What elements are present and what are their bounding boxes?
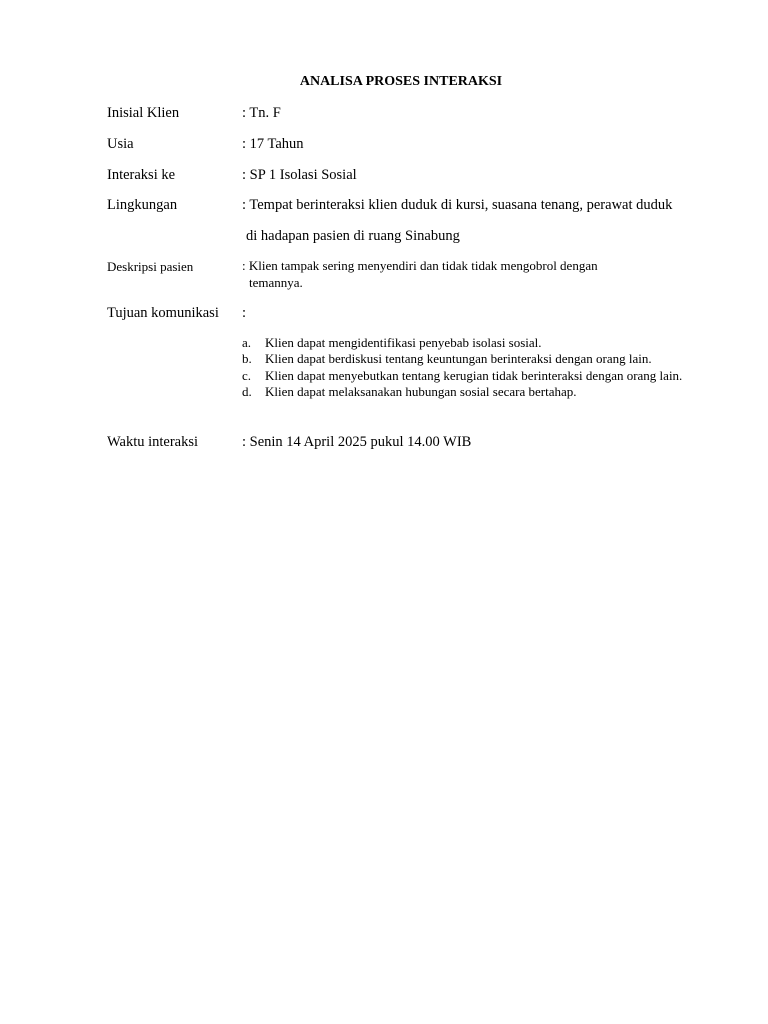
lingkungan-value-line1: : Tempat berinteraksi klien duduk di kursi, suasana tenang, perawat duduk — [242, 197, 673, 213]
interaksi-ke-label: Interaksi ke — [107, 167, 176, 183]
tujuan-komunikasi-label: Tujuan komunikasi — [107, 305, 219, 321]
list-item — [242, 384, 696, 400]
list-item — [242, 351, 696, 367]
deskripsi-pasien-value — [242, 258, 642, 291]
tujuan-list — [242, 335, 696, 400]
tujuan-komunikasi-colon: : — [242, 305, 247, 321]
waktu-interaksi-label: Waktu interaksi — [107, 434, 199, 450]
list-item-text: Klien dapat berdiskusi tentang keuntungan berinteraksi dengan orang lain. — [265, 351, 652, 367]
inisial-klien-label: Inisial Klien — [107, 105, 180, 121]
list-marker: b. — [242, 351, 252, 367]
usia-label: Usia — [107, 136, 134, 152]
lingkungan-label: Lingkungan — [107, 197, 178, 213]
usia-value: : 17 Tahun — [242, 136, 304, 152]
list-item — [242, 368, 696, 384]
deskripsi-pasien-label: Deskripsi pasien — [107, 259, 194, 274]
list-marker: c. — [242, 367, 252, 383]
list-item — [242, 335, 696, 351]
deskripsi-pasien-line1: : Klien tampak sering menyendiri dan tidak tidak mengobrol dengan — [242, 258, 598, 273]
list-item-text: Klien dapat mengidentifikasi penyebab isolasi sosial. — [265, 335, 542, 350]
deskripsi-pasien-line2: temannya. — [249, 274, 303, 290]
page-title: ANALISA PROSES INTERAKSI — [299, 74, 503, 89]
inisial-klien-value: : Tn. F — [242, 105, 281, 121]
list-item-text: Klien dapat menyebutkan tentang kerugian tidak berinteraksi dengan orang lain. — [265, 367, 683, 383]
lingkungan-value-line2: di hadapan pasien di ruang Sinabung — [246, 228, 460, 244]
list-marker: d. — [242, 383, 252, 399]
interaksi-ke-value: : SP 1 Isolasi Sosial — [242, 167, 357, 183]
waktu-interaksi-value: : Senin 14 April 2025 pukul 14.00 WIB — [242, 434, 472, 450]
list-marker: a. — [242, 335, 252, 350]
list-item-text: Klien dapat melaksanakan hubungan sosial secara bertahap. — [265, 383, 577, 399]
